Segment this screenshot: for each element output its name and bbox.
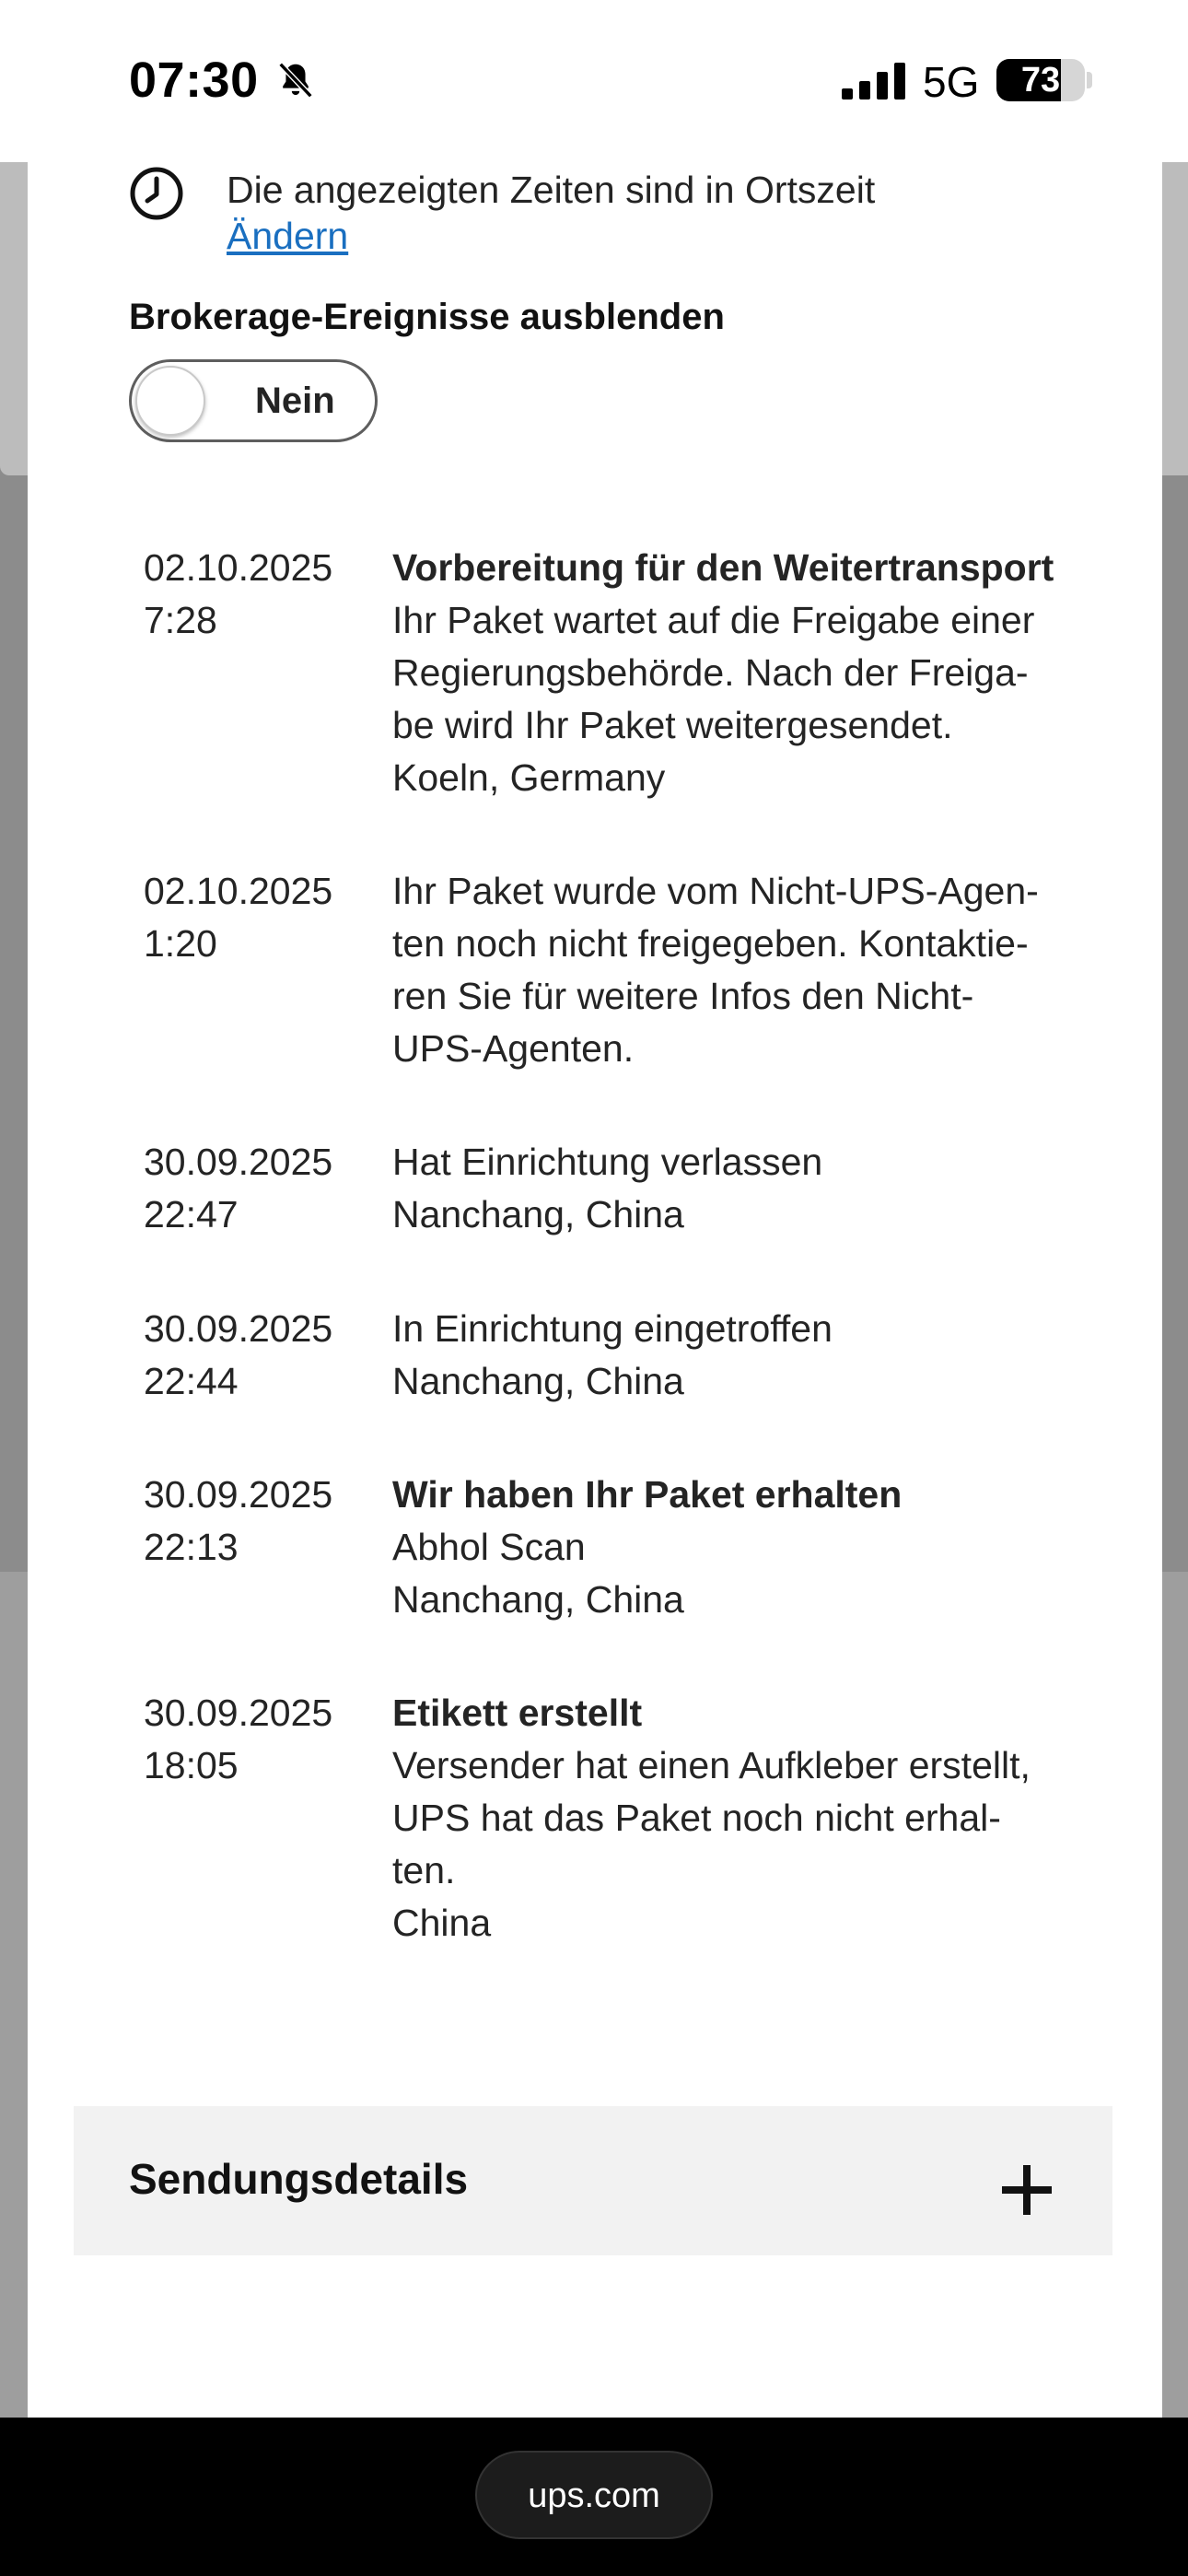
address-bar-url: ups.com [528, 2476, 660, 2515]
event-date: 30.09.2025 [144, 1307, 333, 1350]
address-bar[interactable] [475, 2451, 713, 2539]
tracking-history-sheet [28, 162, 1162, 2418]
brokerage-toggle[interactable] [129, 359, 378, 442]
event-time: 18:05 [144, 1744, 239, 1786]
event-date: 30.09.2025 [144, 1141, 333, 1183]
network-type: 5G [923, 58, 980, 106]
event-date: 30.09.2025 [144, 1473, 333, 1516]
bell-muted-icon [274, 59, 317, 101]
browser-toolbar [0, 2418, 1188, 2576]
event-line: Versender hat einen Aufkleber erstellt, [392, 1744, 1031, 1786]
status-time: 07:30 [129, 53, 259, 108]
event-description [392, 1303, 1092, 1408]
event-line: Ihr Paket wartet auf die Freigabe einer [392, 599, 1035, 641]
event-line: Ihr Paket wurde vom Nicht-UPS-Agen- [392, 870, 1039, 912]
status-bar [0, 0, 1188, 162]
event-date: 02.10.2025 [144, 546, 333, 589]
event-location: Koeln, Germany [392, 756, 666, 799]
event-line: be wird Ihr Paket weitergesendet. [392, 704, 953, 746]
event-line: ten. [392, 1849, 456, 1891]
event-time: 22:13 [144, 1526, 239, 1568]
event-line: UPS-Agenten. [392, 1027, 635, 1070]
battery-icon [996, 59, 1085, 101]
event-line: ten noch nicht freigegeben. Kontaktie- [392, 922, 1029, 965]
background-section [1162, 1572, 1188, 2418]
event-title: Vorbereitung für den Weitertransport [392, 546, 1054, 589]
event-time: 22:44 [144, 1360, 239, 1402]
event-location: Nanchang, China [392, 1360, 684, 1402]
event-location: Nanchang, China [392, 1578, 684, 1621]
background-card [1162, 162, 1188, 475]
event-description [392, 865, 1092, 1075]
background-card [0, 162, 28, 475]
event-line: Regierungsbehörde. Nach der Freiga- [392, 651, 1029, 694]
event-date: 02.10.2025 [144, 870, 333, 912]
event-line: ren Sie für weitere Infos den Nicht- [392, 975, 974, 1017]
toggle-state-label: Nein [255, 381, 335, 421]
event-location: Nanchang, China [392, 1193, 684, 1235]
event-time: 22:47 [144, 1193, 239, 1235]
event-description [392, 1136, 1092, 1241]
change-timezone-link[interactable]: Ändern [227, 215, 349, 257]
event-description [392, 542, 1092, 804]
event-line: In Einrichtung eingetroffen [392, 1307, 833, 1350]
event-line: Hat Einrichtung verlassen [392, 1141, 823, 1183]
background-section [0, 1572, 28, 2418]
shipment-details-accordion[interactable] [74, 2106, 1112, 2255]
cellular-signal-icon [842, 63, 906, 100]
event-title: Etikett erstellt [392, 1692, 643, 1734]
battery-tip [1087, 72, 1092, 88]
shipment-details-label: Sendungsdetails [129, 2155, 469, 2203]
timezone-text: Die angezeigten Zeiten sind in Ortszeit [227, 169, 876, 211]
event-title: Wir haben Ihr Paket erhalten [392, 1473, 903, 1516]
event-time: 7:28 [144, 599, 217, 641]
toggle-knob [135, 366, 205, 436]
brokerage-toggle-label: Brokerage-Ereignisse ausblenden [129, 297, 725, 337]
event-line: UPS hat das Paket noch nicht erhal- [392, 1797, 1001, 1839]
event-date: 30.09.2025 [144, 1692, 333, 1734]
event-location: China [392, 1902, 492, 1944]
event-line: Abhol Scan [392, 1526, 586, 1568]
clock-icon [129, 166, 184, 221]
event-description [392, 1687, 1092, 1950]
plus-icon[interactable] [1000, 2163, 1054, 2217]
battery-percent: 73 [1020, 61, 1061, 100]
event-time: 1:20 [144, 922, 217, 965]
event-description [392, 1469, 1092, 1626]
